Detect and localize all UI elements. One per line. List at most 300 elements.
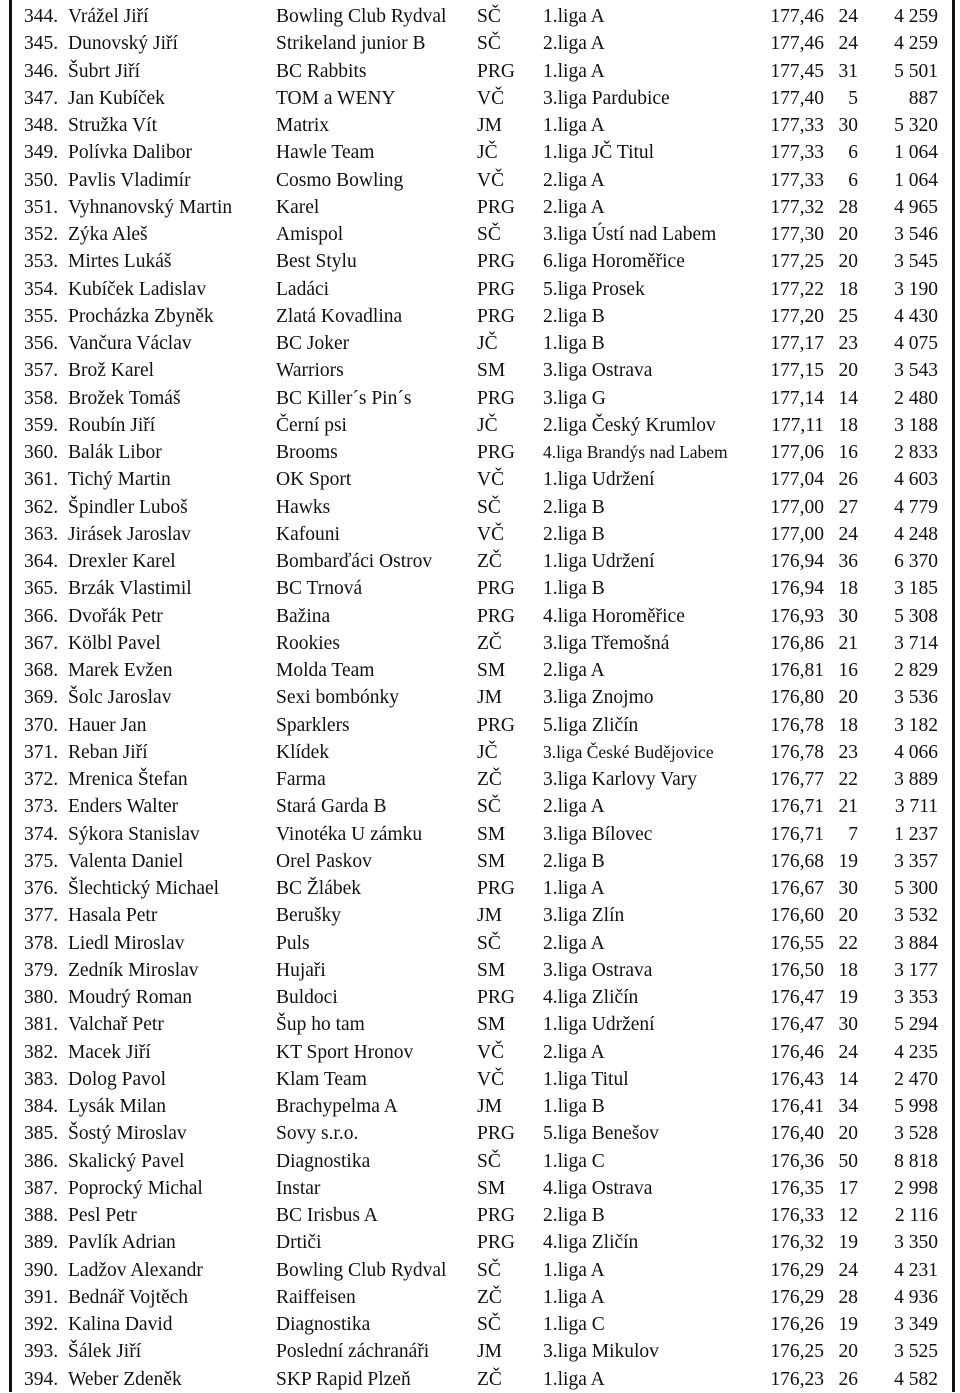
- region-cell: JM: [477, 1096, 502, 1117]
- player-name-cell: Hasala Petr: [68, 905, 158, 927]
- player-name-cell: Valenta Daniel: [68, 850, 184, 872]
- average-cell: 177,45: [770, 60, 824, 82]
- rank-cell: 360.: [24, 442, 59, 463]
- total-cell: 2 829: [894, 660, 938, 681]
- total-cell: 3 889: [894, 769, 938, 790]
- average-cell: 176,47: [770, 1014, 824, 1036]
- rank-cell: 379.: [24, 959, 59, 981]
- player-name-cell: Tichý Martin: [68, 469, 171, 491]
- league-cell: 2.liga B: [543, 850, 605, 872]
- rank-cell: 380.: [24, 987, 59, 1008]
- average-cell: 177,33: [770, 169, 824, 191]
- player-name-cell: Šálek Jiří: [68, 1341, 142, 1363]
- total-cell: 5 320: [894, 115, 938, 136]
- region-cell: SČ: [477, 224, 501, 245]
- total-cell: 3 528: [894, 1123, 938, 1145]
- average-cell: 177,14: [770, 387, 824, 409]
- club-cell: Bažina: [276, 605, 331, 627]
- player-name-cell: Vyhnanovský Martin: [68, 196, 233, 218]
- table-row: [0, 712, 960, 739]
- club-cell: Amispol: [276, 224, 344, 245]
- rank-cell: 382.: [24, 1041, 59, 1063]
- total-cell: 3 353: [894, 987, 938, 1008]
- region-cell: JM: [477, 115, 502, 136]
- rank-cell: 354.: [24, 278, 59, 300]
- club-cell: BC Žlábek: [276, 878, 362, 899]
- rank-cell: 366.: [24, 605, 59, 627]
- player-name-cell: Bednář Vojtěch: [68, 1286, 189, 1308]
- games-cell: 24: [838, 1041, 858, 1063]
- games-cell: 24: [838, 6, 858, 27]
- total-cell: 5 300: [894, 878, 938, 899]
- league-cell: 4.liga Brandýs nad Labem: [543, 442, 728, 462]
- average-cell: 176,43: [770, 1068, 824, 1090]
- table-row: [0, 1066, 960, 1093]
- average-cell: 176,33: [770, 1205, 824, 1226]
- rank-cell: 345.: [24, 33, 59, 55]
- league-cell: 2.liga A: [543, 796, 605, 818]
- average-cell: 177,04: [770, 469, 824, 491]
- games-cell: 20: [838, 360, 858, 382]
- club-cell: Poslední záchranáři: [276, 1341, 430, 1363]
- games-cell: 31: [838, 60, 858, 82]
- club-cell: Klídek: [276, 741, 330, 763]
- table-row: [0, 1039, 960, 1066]
- region-cell: PRG: [477, 442, 515, 463]
- player-name-cell: Valchař Petr: [68, 1014, 164, 1036]
- table-row: [0, 930, 960, 957]
- region-cell: SČ: [477, 932, 501, 954]
- club-cell: Farma: [276, 769, 326, 790]
- club-cell: Sovy s.r.o.: [276, 1123, 359, 1145]
- player-name-cell: Marek Evžen: [68, 660, 173, 681]
- league-cell: 1.liga A: [543, 6, 605, 27]
- rank-cell: 363.: [24, 523, 59, 545]
- league-cell: 4.liga Zličín: [543, 1232, 639, 1254]
- average-cell: 176,25: [770, 1341, 824, 1363]
- games-cell: 17: [838, 1177, 858, 1199]
- games-cell: 27: [838, 496, 858, 518]
- table-row: [0, 3, 960, 30]
- club-cell: Karel: [276, 196, 320, 218]
- games-cell: 28: [838, 196, 858, 218]
- table-row: [0, 30, 960, 57]
- region-cell: SM: [477, 1014, 506, 1036]
- table-row: [0, 548, 960, 575]
- club-cell: Molda Team: [276, 660, 375, 681]
- league-cell: 2.liga B: [543, 496, 605, 518]
- average-cell: 176,93: [770, 605, 824, 627]
- average-cell: 176,71: [770, 823, 824, 845]
- club-cell: Drtiči: [276, 1232, 322, 1254]
- rank-cell: 368.: [24, 660, 59, 681]
- table-row: [0, 657, 960, 684]
- total-cell: 3 711: [894, 796, 938, 818]
- player-name-cell: Poprocký Michal: [68, 1177, 203, 1199]
- rank-cell: 386.: [24, 1150, 59, 1172]
- club-cell: Strikeland junior B: [276, 33, 426, 55]
- total-cell: 3 532: [894, 905, 938, 927]
- rank-cell: 344.: [24, 6, 59, 27]
- average-cell: 176,26: [770, 1314, 824, 1335]
- table-row: [0, 303, 960, 330]
- league-cell: 2.liga A: [543, 660, 605, 681]
- rank-cell: 364.: [24, 551, 59, 572]
- region-cell: SČ: [477, 1314, 501, 1335]
- average-cell: 176,29: [770, 1286, 824, 1308]
- total-cell: 3 177: [894, 959, 938, 981]
- total-cell: 2 470: [894, 1068, 938, 1090]
- table-row: [0, 575, 960, 602]
- region-cell: PRG: [477, 1123, 515, 1145]
- games-cell: 14: [838, 1068, 858, 1090]
- player-name-cell: Roubín Jiří: [68, 414, 156, 436]
- club-cell: Raiffeisen: [276, 1286, 356, 1308]
- total-cell: 3 182: [894, 714, 938, 736]
- games-cell: 20: [838, 224, 858, 245]
- player-name-cell: Kubíček Ladislav: [68, 278, 207, 300]
- league-cell: 3.liga Ostrava: [543, 959, 653, 981]
- player-name-cell: Šolc Jaroslav: [68, 687, 172, 709]
- player-name-cell: Dolog Pavol: [68, 1068, 167, 1090]
- rank-cell: 381.: [24, 1014, 59, 1036]
- region-cell: SČ: [477, 1150, 501, 1172]
- region-cell: PRG: [477, 251, 515, 273]
- total-cell: 5 501: [894, 60, 938, 82]
- total-cell: 3 190: [894, 278, 938, 300]
- player-name-cell: Dvořák Petr: [68, 605, 163, 627]
- league-cell: 2.liga B: [543, 305, 605, 327]
- table-row: [0, 793, 960, 820]
- average-cell: 176,80: [770, 687, 824, 709]
- region-cell: PRG: [477, 305, 515, 327]
- region-cell: PRG: [477, 387, 515, 409]
- rank-cell: 355.: [24, 305, 59, 327]
- player-name-cell: Zedník Miroslav: [68, 959, 199, 981]
- region-cell: ZČ: [477, 1368, 502, 1390]
- rank-cell: 349.: [24, 142, 59, 164]
- table-row: [0, 276, 960, 303]
- total-cell: 4 066: [894, 741, 938, 763]
- average-cell: 176,77: [770, 769, 824, 790]
- region-cell: SČ: [477, 6, 501, 27]
- table-row: [0, 521, 960, 548]
- league-cell: 4.liga Horoměřice: [543, 605, 685, 627]
- average-cell: 176,94: [770, 578, 824, 600]
- rank-cell: 362.: [24, 496, 59, 518]
- region-cell: PRG: [477, 196, 515, 218]
- region-cell: VČ: [477, 469, 505, 491]
- total-cell: 2 998: [894, 1177, 938, 1199]
- player-name-cell: Pavlík Adrian: [68, 1232, 176, 1254]
- rank-cell: 392.: [24, 1314, 59, 1335]
- table-row: [0, 1148, 960, 1175]
- player-name-cell: Skalický Pavel: [68, 1150, 185, 1172]
- club-cell: Brooms: [276, 442, 338, 463]
- region-cell: SM: [477, 823, 506, 845]
- player-name-cell: Kalina David: [68, 1314, 173, 1335]
- region-cell: JM: [477, 687, 502, 709]
- region-cell: VČ: [477, 523, 505, 545]
- games-cell: 18: [838, 959, 858, 981]
- player-name-cell: Špindler Luboš: [68, 496, 188, 518]
- games-cell: 23: [838, 741, 858, 763]
- league-cell: 1.liga C: [543, 1150, 605, 1172]
- league-cell: 1.liga A: [543, 60, 605, 82]
- table-row: [0, 630, 960, 657]
- table-row: [0, 194, 960, 221]
- games-cell: 6: [848, 142, 858, 164]
- games-cell: 28: [838, 1286, 858, 1308]
- games-cell: 50: [838, 1150, 858, 1172]
- player-name-cell: Hauer Jan: [68, 714, 147, 736]
- club-cell: BC Joker: [276, 333, 350, 354]
- rank-cell: 390.: [24, 1259, 59, 1281]
- region-cell: PRG: [477, 1232, 515, 1254]
- region-cell: VČ: [477, 1068, 505, 1090]
- club-cell: BC Irisbus A: [276, 1205, 378, 1226]
- player-name-cell: Sýkora Stanislav: [68, 823, 200, 845]
- rank-cell: 393.: [24, 1341, 59, 1363]
- league-cell: 3.liga Zlín: [543, 905, 625, 927]
- rank-cell: 376.: [24, 878, 59, 899]
- player-name-cell: Brož Karel: [68, 360, 155, 382]
- league-cell: 3.liga Bílovec: [543, 823, 653, 845]
- table-row: [0, 466, 960, 493]
- region-cell: PRG: [477, 605, 515, 627]
- league-cell: 1.liga Udržení: [543, 469, 655, 491]
- rank-cell: 358.: [24, 387, 59, 409]
- rank-cell: 353.: [24, 251, 59, 273]
- total-cell: 3 188: [894, 414, 938, 436]
- club-cell: Matrix: [276, 115, 330, 136]
- rank-cell: 378.: [24, 932, 59, 954]
- games-cell: 18: [838, 414, 858, 436]
- table-row: [0, 357, 960, 384]
- player-name-cell: Procházka Zbyněk: [68, 305, 214, 327]
- club-cell: Puls: [276, 932, 310, 954]
- total-cell: 3 349: [894, 1314, 938, 1335]
- table-row: [0, 1120, 960, 1147]
- rank-cell: 374.: [24, 823, 59, 845]
- games-cell: 23: [838, 333, 858, 354]
- region-cell: VČ: [477, 169, 505, 191]
- league-cell: 1.liga A: [543, 1368, 605, 1390]
- average-cell: 177,00: [770, 523, 824, 545]
- club-cell: Orel Paskov: [276, 850, 372, 872]
- league-cell: 3.liga Pardubice: [543, 87, 670, 109]
- games-cell: 18: [838, 278, 858, 300]
- table-row: [0, 248, 960, 275]
- games-cell: 26: [838, 469, 858, 491]
- games-cell: 20: [838, 905, 858, 927]
- average-cell: 176,35: [770, 1177, 824, 1199]
- average-cell: 176,47: [770, 987, 824, 1008]
- club-cell: BC Killer´s Pin´s: [276, 387, 412, 409]
- total-cell: 4 430: [894, 305, 938, 327]
- games-cell: 30: [838, 115, 858, 136]
- total-cell: 5 294: [894, 1014, 938, 1036]
- club-cell: Bowling Club Rydval: [276, 1259, 447, 1281]
- total-cell: 4 248: [894, 523, 938, 545]
- total-cell: 4 259: [894, 33, 938, 55]
- player-name-cell: Mirtes Lukáš: [68, 251, 172, 273]
- player-name-cell: Jan Kubíček: [68, 87, 165, 109]
- average-cell: 177,46: [770, 33, 824, 55]
- total-cell: 4 259: [894, 6, 938, 27]
- rank-cell: 367.: [24, 632, 59, 654]
- region-cell: JČ: [477, 414, 498, 436]
- league-cell: 3.liga G: [543, 387, 606, 409]
- table-row: [0, 112, 960, 139]
- region-cell: SČ: [477, 796, 501, 818]
- player-name-cell: Jirásek Jaroslav: [68, 523, 191, 545]
- league-cell: 1.liga A: [543, 878, 605, 899]
- total-cell: 3 543: [894, 360, 938, 382]
- player-name-cell: Dunovský Jiří: [68, 33, 178, 55]
- total-cell: 3 546: [894, 224, 938, 245]
- table-row: [0, 684, 960, 711]
- league-cell: 4.liga Ostrava: [543, 1177, 653, 1199]
- league-cell: 2.liga Český Krumlov: [543, 414, 716, 436]
- average-cell: 176,50: [770, 959, 824, 981]
- total-cell: 4 965: [894, 196, 938, 218]
- club-cell: Hujaři: [276, 959, 326, 981]
- games-cell: 26: [838, 1368, 858, 1390]
- table-row: [0, 821, 960, 848]
- table-row: [0, 739, 960, 766]
- region-cell: ZČ: [477, 551, 502, 572]
- rank-cell: 388.: [24, 1205, 59, 1226]
- player-name-cell: Drexler Karel: [68, 551, 176, 572]
- average-cell: 177,22: [770, 278, 824, 300]
- rank-cell: 385.: [24, 1123, 59, 1145]
- average-cell: 177,11: [771, 414, 824, 436]
- average-cell: 177,33: [770, 142, 824, 164]
- games-cell: 19: [838, 1232, 858, 1254]
- player-name-cell: Reban Jiří: [68, 741, 148, 763]
- club-cell: OK Sport: [276, 469, 352, 491]
- league-cell: 1.liga B: [543, 1096, 605, 1117]
- games-cell: 16: [838, 660, 858, 681]
- league-cell: 1.liga B: [543, 578, 605, 600]
- table-row: [0, 412, 960, 439]
- rank-cell: 369.: [24, 687, 59, 709]
- club-cell: Sexi bombónky: [276, 687, 399, 709]
- player-name-cell: Macek Jiří: [68, 1041, 151, 1063]
- table-row: [0, 1093, 960, 1120]
- player-name-cell: Brožek Tomáš: [68, 387, 181, 409]
- player-name-cell: Balák Libor: [68, 442, 162, 463]
- league-cell: 6.liga Horoměřice: [543, 251, 685, 273]
- ranking-table: [0, 3, 960, 1393]
- rank-cell: 389.: [24, 1232, 59, 1254]
- table-row: [0, 1175, 960, 1202]
- table-row: [0, 139, 960, 166]
- league-cell: 1.liga A: [543, 115, 605, 136]
- region-cell: PRG: [477, 878, 515, 899]
- total-cell: 4 582: [894, 1368, 938, 1390]
- games-cell: 21: [838, 796, 858, 818]
- rank-cell: 347.: [24, 87, 59, 109]
- player-name-cell: Zýka Aleš: [68, 224, 148, 245]
- games-cell: 36: [838, 551, 858, 572]
- games-cell: 19: [838, 987, 858, 1008]
- total-cell: 2 116: [894, 1205, 938, 1226]
- games-cell: 14: [838, 387, 858, 409]
- total-cell: 8 818: [894, 1150, 938, 1172]
- club-cell: Berušky: [276, 905, 341, 927]
- region-cell: JČ: [477, 333, 498, 354]
- total-cell: 1 064: [894, 142, 938, 164]
- games-cell: 18: [838, 714, 858, 736]
- rank-cell: 359.: [24, 414, 59, 436]
- total-cell: 6 370: [894, 551, 938, 572]
- league-cell: 2.liga A: [543, 33, 605, 55]
- table-row: [0, 494, 960, 521]
- region-cell: SM: [477, 360, 506, 382]
- club-cell: Klam Team: [276, 1068, 367, 1090]
- player-name-cell: Šostý Miroslav: [68, 1123, 187, 1145]
- table-row: [0, 85, 960, 112]
- games-cell: 7: [848, 823, 858, 845]
- rank-cell: 391.: [24, 1286, 59, 1308]
- games-cell: 24: [838, 523, 858, 545]
- league-cell: 3.liga Karlovy Vary: [543, 769, 697, 790]
- average-cell: 177,20: [770, 305, 824, 327]
- games-cell: 20: [838, 687, 858, 709]
- club-cell: Vinotéka U zámku: [276, 823, 423, 845]
- table-row: [0, 1366, 960, 1393]
- games-cell: 20: [838, 251, 858, 273]
- table-row: [0, 1311, 960, 1338]
- league-cell: 2.liga A: [543, 169, 605, 191]
- player-name-cell: Šubrt Jiří: [68, 60, 141, 82]
- player-name-cell: Pavlis Vladimír: [68, 169, 191, 191]
- games-cell: 30: [838, 605, 858, 627]
- rank-cell: 377.: [24, 905, 59, 927]
- league-cell: 5.liga Prosek: [543, 278, 645, 300]
- table-row: [0, 766, 960, 793]
- club-cell: BC Trnová: [276, 578, 363, 600]
- player-name-cell: Kölbl Pavel: [68, 632, 161, 654]
- rank-cell: 394.: [24, 1368, 59, 1390]
- table-row: [0, 385, 960, 412]
- rank-cell: 346.: [24, 60, 59, 82]
- club-cell: Bowling Club Rydval: [276, 6, 447, 27]
- total-cell: 5 998: [894, 1096, 938, 1117]
- games-cell: 5: [848, 87, 858, 109]
- games-cell: 34: [838, 1096, 858, 1117]
- table-row: [0, 957, 960, 984]
- club-cell: Černí psi: [276, 414, 347, 436]
- player-name-cell: Pesl Petr: [68, 1205, 137, 1226]
- region-cell: SM: [477, 959, 506, 981]
- total-cell: 3 357: [894, 850, 938, 872]
- club-cell: Zlatá Kovadlina: [276, 305, 403, 327]
- table-row: [0, 1338, 960, 1365]
- league-cell: 5.liga Benešov: [543, 1123, 659, 1145]
- region-cell: PRG: [477, 60, 515, 82]
- games-cell: 25: [838, 305, 858, 327]
- rank-cell: 352.: [24, 224, 59, 245]
- total-cell: 4 075: [894, 333, 938, 354]
- region-cell: JČ: [477, 741, 498, 763]
- total-cell: 4 231: [894, 1259, 938, 1281]
- league-cell: 1.liga C: [543, 1314, 605, 1335]
- average-cell: 176,78: [770, 741, 824, 763]
- average-cell: 176,41: [770, 1096, 824, 1117]
